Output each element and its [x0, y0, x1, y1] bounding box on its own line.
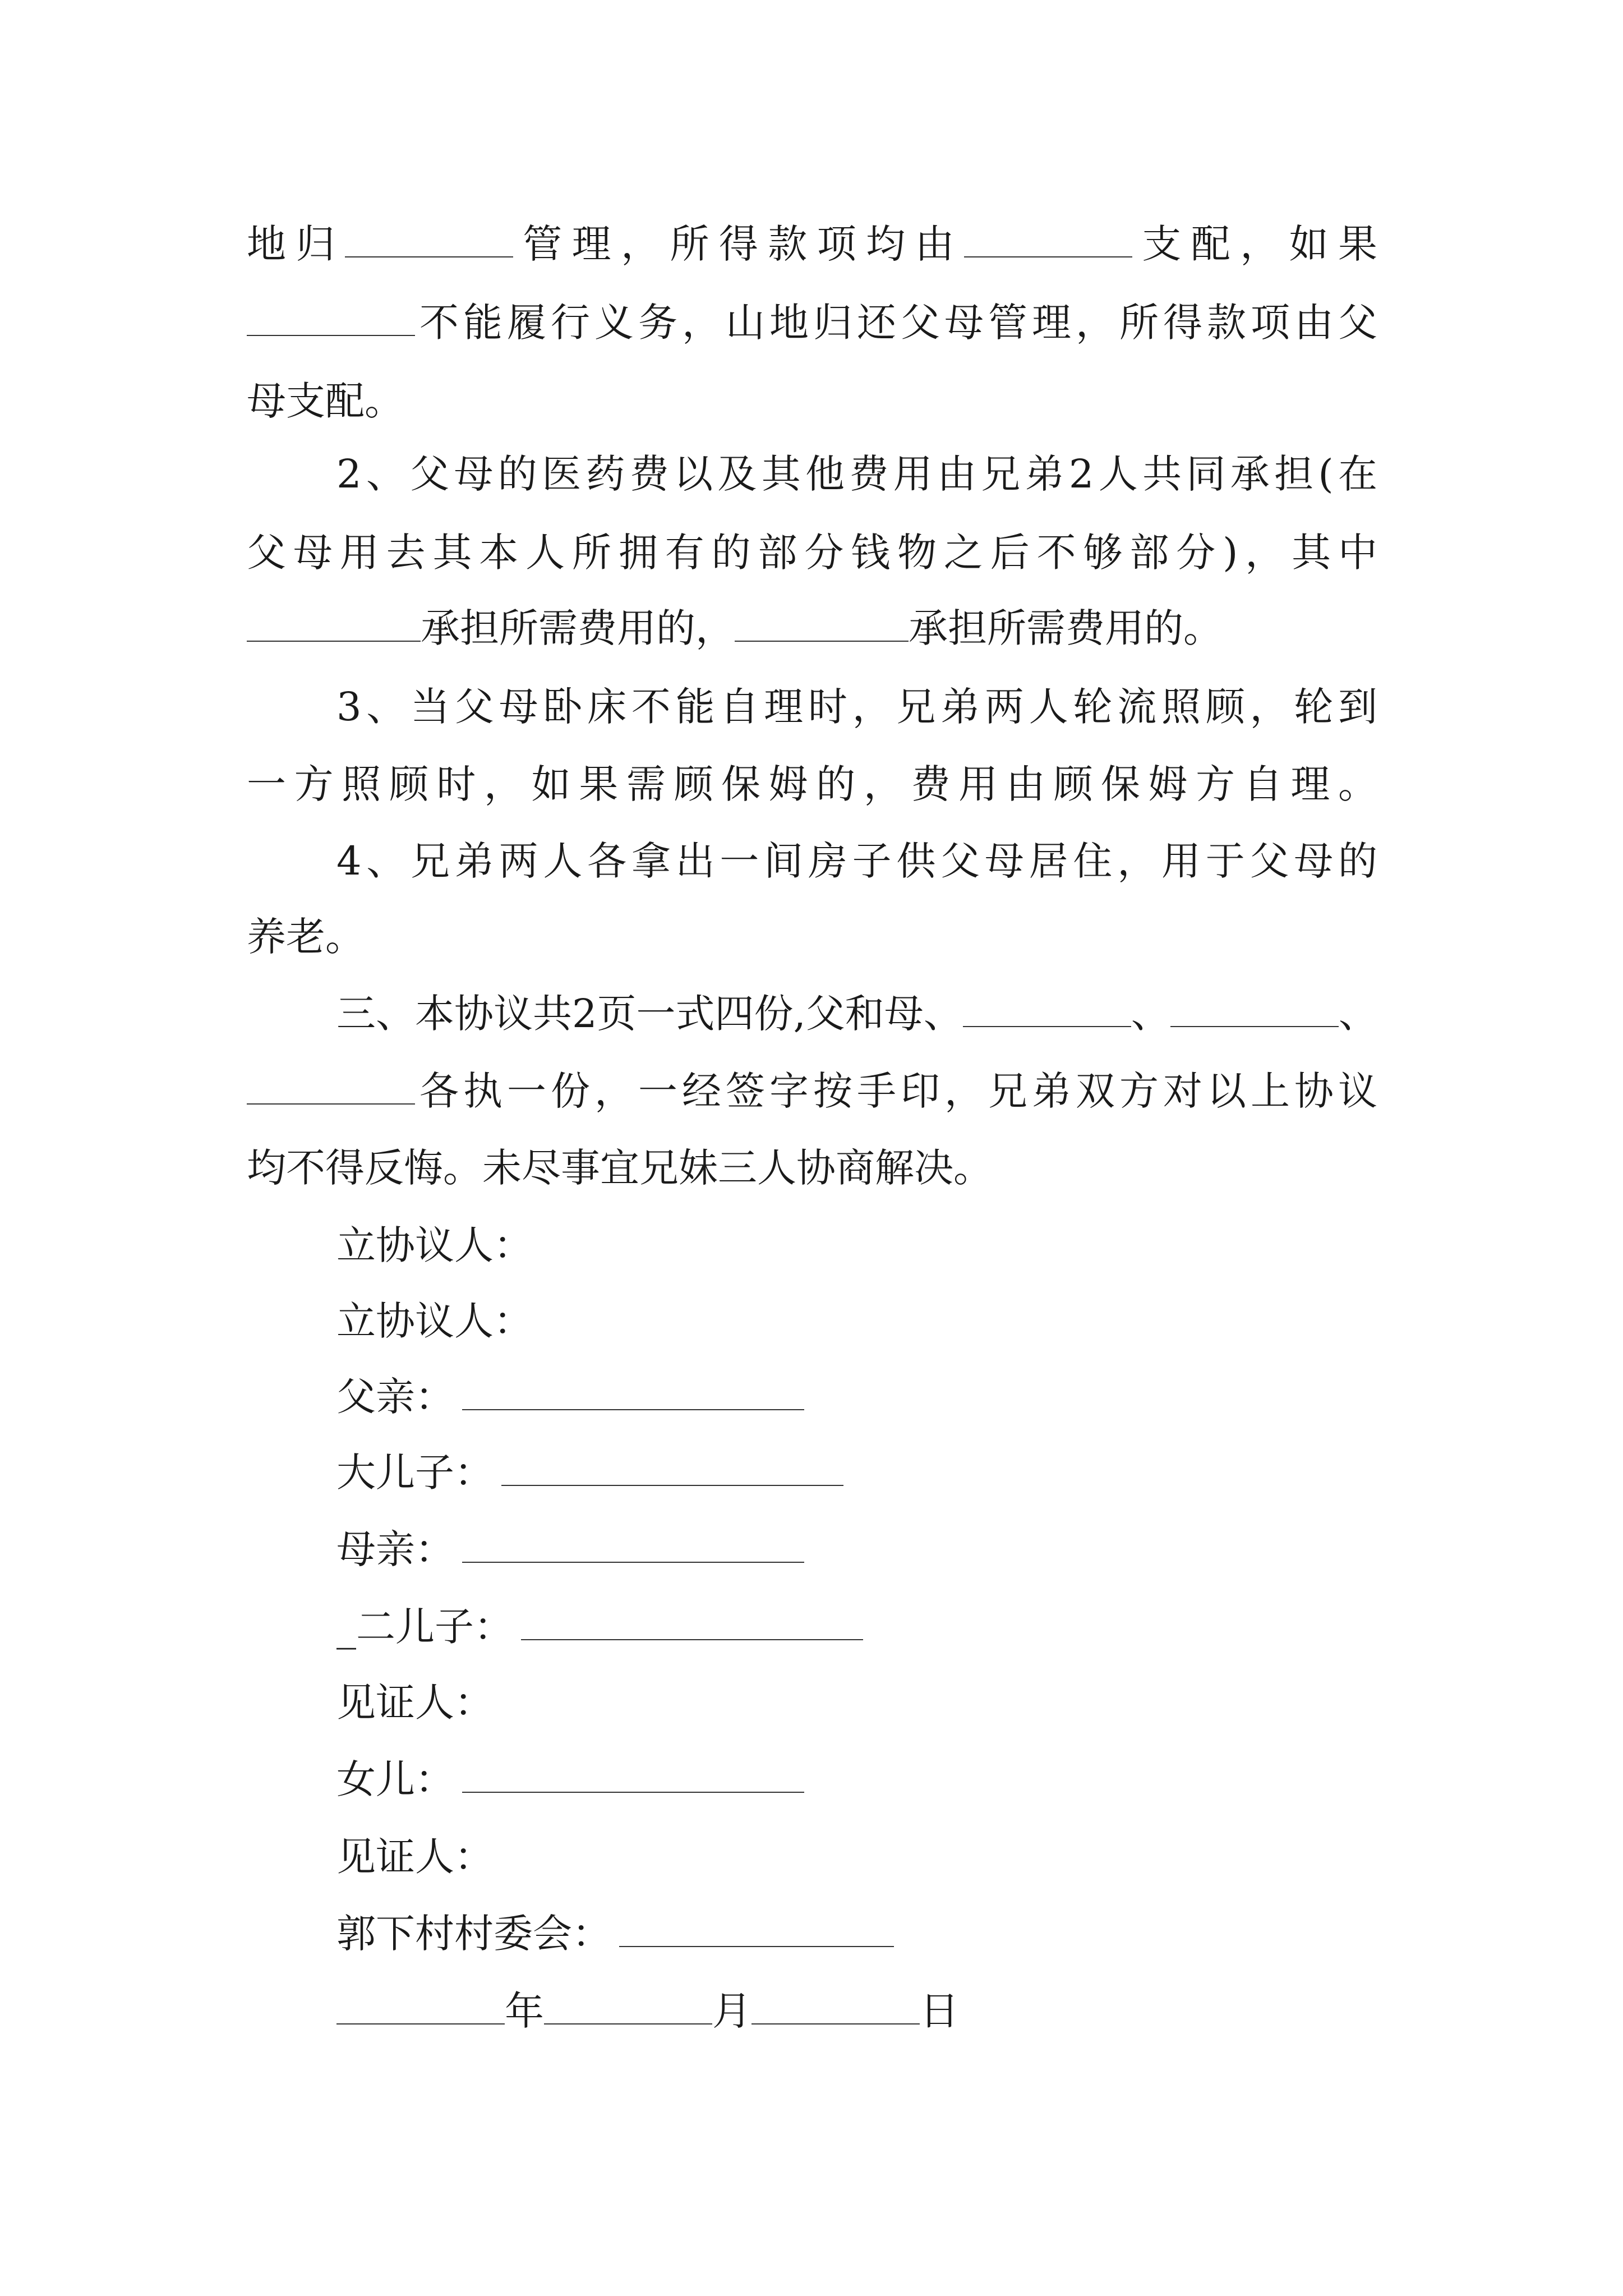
- fill-blank[interactable]: [247, 1070, 415, 1105]
- fill-blank[interactable]: [964, 223, 1132, 257]
- month-label: 月: [712, 1988, 751, 2034]
- father-signature-field[interactable]: [462, 1375, 804, 1410]
- text-line-2: [247, 295, 1377, 351]
- text-line-9: 4、兄弟两人各拿出一间房子供父母居住，用于父母的: [336, 838, 1377, 884]
- second-son-signature-row: [336, 1599, 863, 1655]
- text-line-13: 均不得反悔。未尽事宜兄妹三人协商解决。: [247, 1145, 993, 1191]
- party-label: 立协议人：: [336, 1298, 533, 1344]
- text-segment: 各执一份，一经签字按手印，兄弟双方对以上协议: [415, 1068, 1377, 1114]
- year-label: 年: [505, 1988, 544, 2034]
- fill-blank[interactable]: [247, 607, 421, 642]
- day-field[interactable]: [751, 1990, 920, 2024]
- text-line-4: 2、父母的医药费以及其他费用由兄弟2人共同承担(在: [336, 451, 1377, 497]
- text-segment: 、: [1131, 991, 1170, 1037]
- mother-signature-field[interactable]: [462, 1528, 804, 1563]
- elder-son-signature-field[interactable]: [501, 1451, 843, 1486]
- text-segment: 不能履行义务，山地归还父母管理，所得款项由父: [415, 300, 1377, 346]
- witness-label: 见证人：: [336, 1834, 494, 1880]
- daughter-signature-row: [336, 1751, 804, 1807]
- text-segment: 、: [1338, 991, 1378, 1037]
- witness-label: 见证人：: [336, 1680, 494, 1726]
- committee-signature-row: [336, 1906, 894, 1962]
- committee-label: 郭下村村委会：: [336, 1911, 611, 1957]
- text-line-8: 一方照顾时，如果需顾保姆的，费用由顾保姆方自理。: [247, 761, 1377, 807]
- text-line-12: [247, 1063, 1377, 1119]
- date-row: [336, 1983, 959, 2039]
- text-segment: 支配，如果: [1132, 221, 1378, 267]
- daughter-label: 女儿：: [336, 1756, 454, 1802]
- fill-blank[interactable]: [247, 301, 415, 336]
- daughter-signature-field[interactable]: [462, 1758, 804, 1793]
- text-segment: 承担所需费用的。: [909, 605, 1223, 651]
- year-field[interactable]: [336, 1990, 505, 2024]
- mother-label: 母亲：: [336, 1526, 454, 1572]
- fill-blank[interactable]: [1170, 992, 1339, 1027]
- elder-son-signature-row: [336, 1444, 843, 1501]
- text-line-11: [336, 986, 1377, 1042]
- fill-blank[interactable]: [735, 607, 909, 642]
- father-label: 父亲：: [336, 1374, 454, 1420]
- text-line-1: [247, 216, 1377, 272]
- text-line-10: 养老。: [247, 914, 365, 960]
- text-segment: 三、本协议共2页一式四份,父和母、: [336, 991, 963, 1037]
- text-segment: 管理，所得款项均由: [513, 221, 964, 267]
- text-line-7: 3、当父母卧床不能自理时，兄弟两人轮流照顾，轮到: [336, 684, 1377, 730]
- text-line-3: 母支配。: [247, 378, 404, 424]
- second-son-signature-field[interactable]: [521, 1605, 863, 1640]
- committee-signature-field[interactable]: [619, 1912, 894, 1947]
- mother-signature-row: [336, 1521, 804, 1577]
- text-segment: 承担所需费用的，: [421, 605, 735, 651]
- month-field[interactable]: [544, 1990, 712, 2024]
- day-label: 日: [920, 1988, 959, 2034]
- text-line-5: 父母用去其本人所拥有的部分钱物之后不够部分)，其中: [247, 530, 1377, 576]
- text-segment: 地归: [247, 221, 345, 267]
- father-signature-row: [336, 1369, 804, 1425]
- elder-son-label: 大儿子：: [336, 1450, 494, 1496]
- fill-blank[interactable]: [345, 223, 513, 257]
- text-line-6: [247, 600, 1223, 656]
- second-son-label: _二儿子：: [336, 1604, 513, 1650]
- party-label: 立协议人：: [336, 1222, 533, 1268]
- fill-blank[interactable]: [963, 992, 1131, 1027]
